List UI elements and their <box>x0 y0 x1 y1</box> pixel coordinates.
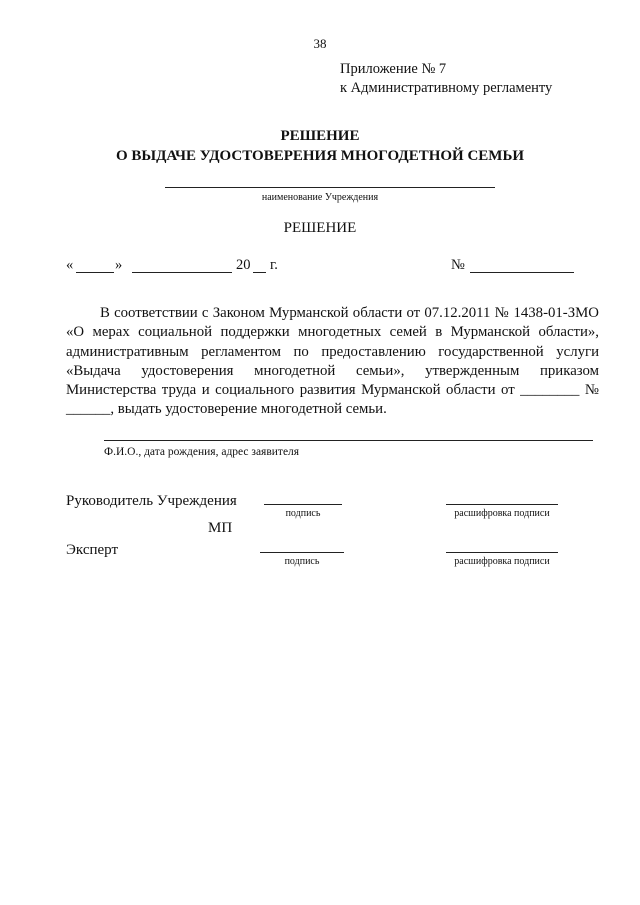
number-sign: № <box>451 257 465 273</box>
date-close-quote: » <box>115 257 123 273</box>
date-year-suffix: г. <box>270 257 278 273</box>
head-decode-line <box>446 504 558 505</box>
body-paragraph <box>66 304 599 420</box>
expert-signature-caption: подпись <box>284 556 320 567</box>
head-label: Руководитель Учреждения <box>66 493 237 509</box>
expert-signature-line <box>260 552 344 553</box>
page-number: 38 <box>313 36 327 51</box>
date-year-prefix: 20 <box>236 257 251 273</box>
expert-decode-caption: расшифровка подписи <box>454 556 550 567</box>
date-month-blank <box>132 272 232 273</box>
body-text: В соответствии с Законом Мурманской области от 07.12.2011 № 1438-01-ЗМО «О мерах социальной поддержки многодетных семей в Мурманской области», административным регламентом по предоставлению государственной услуги «Выдача удостоверения многодетной семьи», утвержденным приказом Министерства труда и социального развития Мурманской области от ________ № ______, выдать удостоверение многодетной семьи. <box>66 305 599 418</box>
document-title <box>0 126 640 166</box>
number-blank <box>470 272 574 273</box>
decision-heading: РЕШЕНИЕ <box>283 220 357 236</box>
appendix-line-2: к Административному регламенту <box>340 80 553 96</box>
appendix-line-1: Приложение № 7 <box>340 61 447 77</box>
date-day-blank <box>76 272 114 273</box>
applicant-info-line <box>104 440 593 441</box>
head-signature-caption: подпись <box>285 508 321 519</box>
title-line-1: РЕШЕНИЕ <box>280 128 360 144</box>
date-open-quote: « <box>66 257 74 273</box>
date-year-blank <box>253 272 266 273</box>
stamp-mark: МП <box>208 520 233 536</box>
expert-decode-line <box>446 552 558 553</box>
appendix-reference <box>340 60 552 98</box>
head-decode-caption: расшифровка подписи <box>454 508 550 519</box>
applicant-caption: Ф.И.О., дата рождения, адрес заявителя <box>104 446 300 458</box>
institution-name-line <box>165 187 495 188</box>
institution-caption: наименование Учреждения <box>261 192 379 203</box>
head-signature-line <box>264 504 342 505</box>
expert-label: Эксперт <box>66 542 119 558</box>
title-line-2: О ВЫДАЧЕ УДОСТОВЕРЕНИЯ МНОГОДЕТНОЙ СЕМЬИ <box>115 148 525 164</box>
